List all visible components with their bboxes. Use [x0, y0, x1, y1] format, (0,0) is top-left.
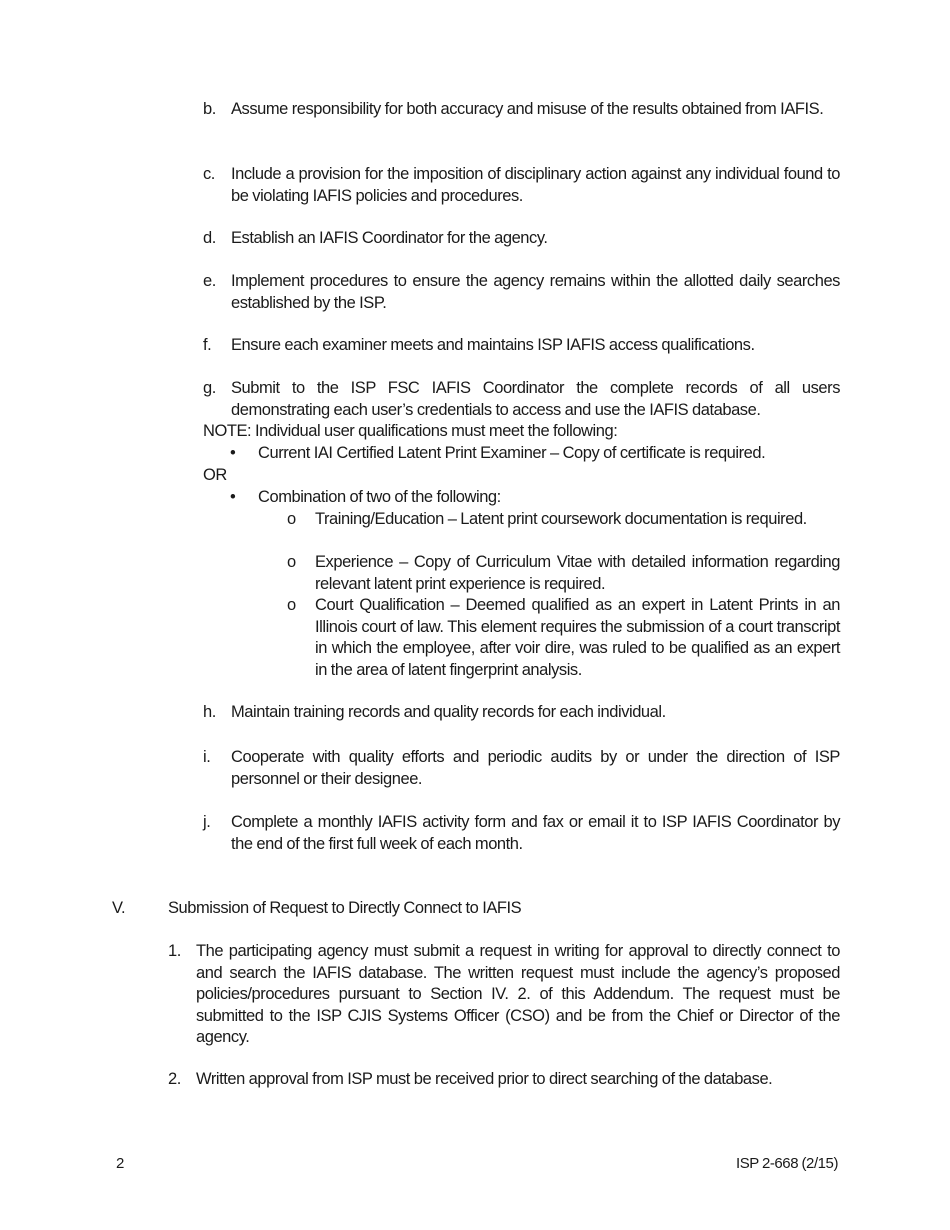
bullet-combination: Combination of two of the following:	[258, 488, 501, 506]
list-label: 2.	[168, 1070, 181, 1088]
list-label: j.	[203, 813, 211, 831]
list-label: g.	[203, 379, 216, 397]
list-text: The participating agency must submit a request in writing for approval to directly connect to and search the IAFIS database. The written request must include the agency’s proposed policies/procedures pursuant to Section IV. 2. of this Addendum. The request must be submitted to the ISP CJIS Systems Officer (CSO) and be from the Chief or Director of the agency.	[196, 942, 840, 1046]
list-item-b	[203, 99, 840, 121]
list-text: Complete a monthly IAFIS activity form and fax or email it to ISP IAFIS Coordinator by the end of the first full week of each month.	[231, 813, 840, 853]
bullet-symbol: •	[230, 488, 236, 506]
section-v-item-2	[168, 1069, 840, 1091]
list-item-h	[203, 702, 840, 724]
list-item-f	[203, 335, 840, 357]
list-text: Assume responsibility for both accuracy and misuse of the results obtained from IAFIS.	[231, 100, 824, 118]
list-text: Cooperate with quality efforts and periodic audits by or under the direction of ISP personnel or their designee.	[231, 748, 840, 788]
list-label: e.	[203, 272, 216, 290]
sub-bullet-symbol: o	[287, 510, 296, 528]
sub-item-text: Training/Education – Latent print coursework documentation is required.	[315, 510, 807, 528]
footer-page-number: 2	[116, 1155, 124, 1172]
list-item-j	[203, 812, 840, 855]
list-text: Implement procedures to ensure the agency remains within the allotted daily searches established by the ISP.	[231, 272, 840, 312]
list-label: d.	[203, 229, 216, 247]
sub-item-court-qualification	[287, 595, 840, 681]
sub-item-experience	[287, 552, 840, 595]
sub-bullet-symbol: o	[287, 596, 296, 614]
list-item-d	[203, 228, 840, 250]
list-label: f.	[203, 336, 212, 354]
sub-item-text: Court Qualification – Deemed qualified as an expert in Latent Prints in an Illinois court of law. This element requires the submission of a court transcript in which the employee, after voir dire, was ruled to be qualified as an expert in the area of latent fingerprint analysis.	[315, 596, 840, 679]
sub-item-training	[287, 509, 840, 531]
section-v-item-1	[168, 941, 840, 1049]
note-text: NOTE: Individual user qualifications must meet the following:	[203, 422, 618, 440]
list-text: Include a provision for the imposition of disciplinary action against any individual found to be violating IAFIS policies and procedures.	[231, 165, 840, 205]
list-text: Written approval from ISP must be received prior to direct searching of the database.	[196, 1070, 773, 1088]
list-item-g	[203, 378, 840, 421]
bullet-certified-examiner: Current IAI Certified Latent Print Examiner – Copy of certificate is required.	[258, 444, 766, 462]
or-text: OR	[203, 466, 227, 484]
list-item-c	[203, 164, 840, 207]
list-label: 1.	[168, 942, 181, 960]
list-text: Submit to the ISP FSC IAFIS Coordinator the complete records of all users demonstrating each user’s credentials to access and use the IAFIS database.	[231, 379, 840, 419]
bullet-symbol: •	[230, 444, 236, 462]
sub-bullet-symbol: o	[287, 553, 296, 571]
sub-item-text: Experience – Copy of Curriculum Vitae with detailed information regarding relevant latent print experience is required.	[315, 553, 840, 593]
section-v-numeral: V.	[112, 899, 126, 917]
list-label: i.	[203, 748, 211, 766]
list-text: Maintain training records and quality records for each individual.	[231, 703, 666, 721]
list-text: Ensure each examiner meets and maintains ISP IAFIS access qualifications.	[231, 336, 755, 354]
list-item-i	[203, 747, 840, 790]
list-label: b.	[203, 100, 216, 118]
footer-form-id: ISP 2-668 (2/15)	[736, 1155, 838, 1172]
list-item-e	[203, 271, 840, 314]
list-label: c.	[203, 165, 215, 183]
list-text: Establish an IAFIS Coordinator for the agency.	[231, 229, 548, 247]
list-label: h.	[203, 703, 216, 721]
section-v-heading: Submission of Request to Directly Connect to IAFIS	[168, 899, 522, 917]
